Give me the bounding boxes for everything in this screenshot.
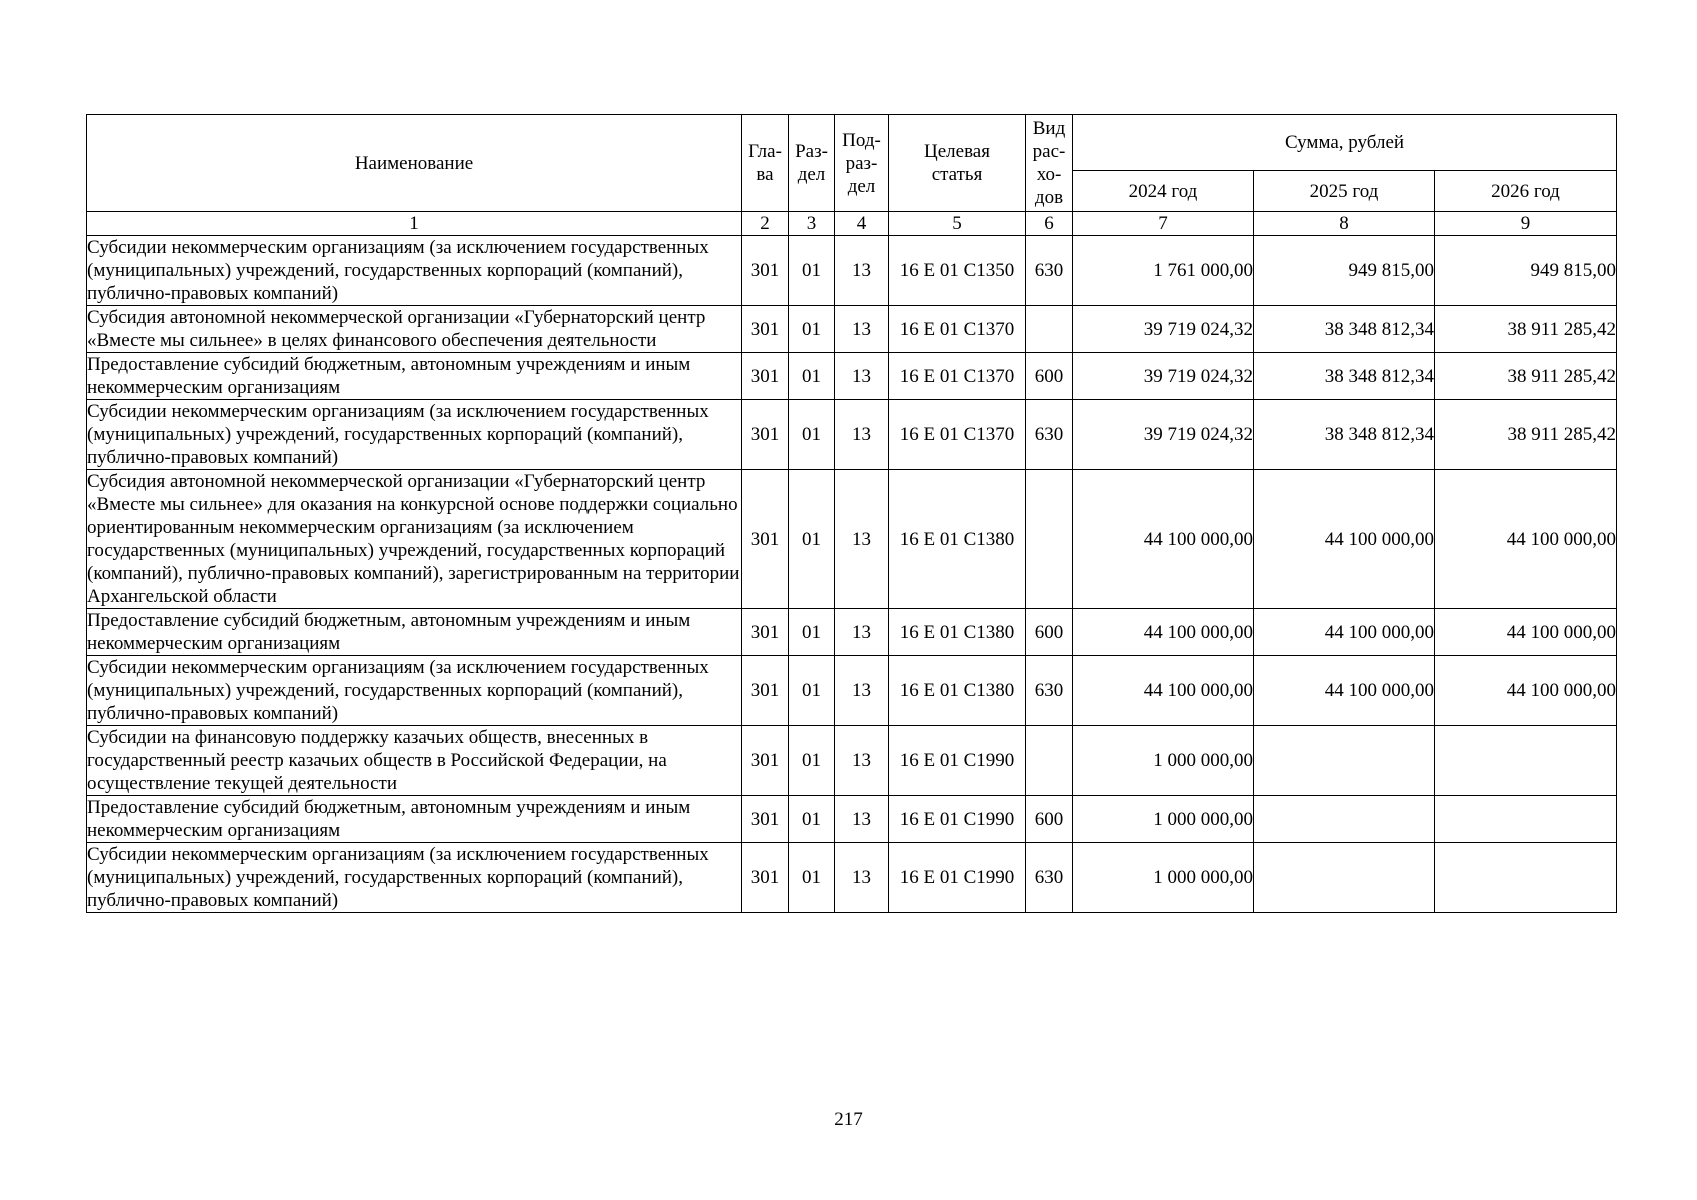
col-number: 4 — [835, 212, 889, 236]
cell-name: Субсидия автономной некоммерческой организации «Губернаторский центр «Вместе мы сильнее» в целях финансового обеспечения деятельности — [87, 306, 742, 353]
cell-name: Субсидии некоммерческим организациям (за исключением государственных (муниципальных) учреждений, государственных корпораций (компаний), публично-правовых компаний) — [87, 236, 742, 306]
cell-sum-2024: 1 000 000,00 — [1073, 843, 1254, 913]
cell-vid: 600 — [1026, 609, 1073, 656]
header-2025: 2025 год — [1254, 171, 1435, 212]
cell-podrazdel: 13 — [835, 353, 889, 400]
cell-razdel: 01 — [789, 236, 835, 306]
cell-vid: 600 — [1026, 353, 1073, 400]
cell-razdel: 01 — [789, 843, 835, 913]
cell-target: 16 Е 01 С1990 — [889, 796, 1026, 843]
cell-sum-2024: 44 100 000,00 — [1073, 470, 1254, 609]
table-row — [87, 609, 1617, 656]
header-2026: 2026 год — [1435, 171, 1617, 212]
cell-sum-2024: 39 719 024,32 — [1073, 306, 1254, 353]
table-row — [87, 726, 1617, 796]
cell-sum-2024: 39 719 024,32 — [1073, 353, 1254, 400]
cell-name: Субсидия автономной некоммерческой организации «Губернаторский центр «Вместе мы сильнее» для оказания на конкурсной основе поддержки социально ориентированным некоммерческим организациям (за исключением государственных (муниципальных) учреждений, государственных корпораций (компаний), публично-правовых компаний), зарегистрированным на территории Архангельской области — [87, 470, 742, 609]
table-row — [87, 470, 1617, 609]
cell-sum-2026 — [1435, 796, 1617, 843]
cell-glava: 301 — [742, 236, 789, 306]
cell-sum-2026: 44 100 000,00 — [1435, 470, 1617, 609]
cell-name: Предоставление субсидий бюджетным, автономным учреждениям и иным некоммерческим организациям — [87, 609, 742, 656]
cell-podrazdel: 13 — [835, 306, 889, 353]
cell-razdel: 01 — [789, 609, 835, 656]
cell-podrazdel: 13 — [835, 656, 889, 726]
cell-vid: 630 — [1026, 236, 1073, 306]
cell-vid — [1026, 470, 1073, 609]
cell-sum-2024: 44 100 000,00 — [1073, 656, 1254, 726]
cell-name: Предоставление субсидий бюджетным, автономным учреждениям и иным некоммерческим организациям — [87, 353, 742, 400]
cell-target: 16 Е 01 С1350 — [889, 236, 1026, 306]
cell-vid: 600 — [1026, 796, 1073, 843]
header-glava-text: Гла- ва — [748, 141, 782, 185]
cell-podrazdel: 13 — [835, 609, 889, 656]
table-row — [87, 236, 1617, 306]
cell-sum-2025 — [1254, 796, 1435, 843]
cell-podrazdel: 13 — [835, 470, 889, 609]
cell-vid — [1026, 726, 1073, 796]
cell-target: 16 Е 01 С1380 — [889, 656, 1026, 726]
cell-glava: 301 — [742, 353, 789, 400]
cell-razdel: 01 — [789, 726, 835, 796]
cell-podrazdel: 13 — [835, 796, 889, 843]
cell-razdel: 01 — [789, 306, 835, 353]
cell-glava: 301 — [742, 726, 789, 796]
cell-sum-2024: 39 719 024,32 — [1073, 400, 1254, 470]
cell-razdel: 01 — [789, 656, 835, 726]
cell-target: 16 Е 01 С1370 — [889, 353, 1026, 400]
header-sum: Сумма, рублей — [1073, 115, 1617, 171]
cell-podrazdel: 13 — [835, 400, 889, 470]
cell-glava: 301 — [742, 306, 789, 353]
cell-razdel: 01 — [789, 353, 835, 400]
cell-target: 16 Е 01 С1370 — [889, 400, 1026, 470]
col-number: 5 — [889, 212, 1026, 236]
page-number: 217 — [834, 1109, 863, 1130]
cell-podrazdel: 13 — [835, 236, 889, 306]
cell-razdel: 01 — [789, 400, 835, 470]
cell-glava: 301 — [742, 609, 789, 656]
column-numbers-row — [87, 212, 1617, 236]
cell-glava: 301 — [742, 843, 789, 913]
cell-glava: 301 — [742, 470, 789, 609]
table-row — [87, 843, 1617, 913]
col-number: 2 — [742, 212, 789, 236]
header-podrazdel — [835, 115, 889, 212]
col-number: 8 — [1254, 212, 1435, 236]
cell-target: 16 Е 01 С1370 — [889, 306, 1026, 353]
cell-vid: 630 — [1026, 400, 1073, 470]
header-razdel-text: Раз- дел — [795, 141, 828, 185]
cell-sum-2025: 44 100 000,00 — [1254, 656, 1435, 726]
cell-razdel: 01 — [789, 796, 835, 843]
cell-glava: 301 — [742, 400, 789, 470]
cell-name: Субсидии некоммерческим организациям (за исключением государственных (муниципальных) учреждений, государственных корпораций (компаний), публично-правовых компаний) — [87, 656, 742, 726]
cell-sum-2025: 38 348 812,34 — [1254, 353, 1435, 400]
cell-vid: 630 — [1026, 656, 1073, 726]
cell-name: Субсидии на финансовую поддержку казачьих обществ, внесенных в государственный реестр казачьих обществ в Российской Федерации, на осуществление текущей деятельности — [87, 726, 742, 796]
cell-name: Субсидии некоммерческим организациям (за исключением государственных (муниципальных) учреждений, государственных корпораций (компаний), публично-правовых компаний) — [87, 400, 742, 470]
header-razdel — [789, 115, 835, 212]
header-vid-text: Вид рас- хо- дов — [1032, 118, 1066, 208]
cell-name: Субсидии некоммерческим организациям (за исключением государственных (муниципальных) учреждений, государственных корпораций (компаний), публично-правовых компаний) — [87, 843, 742, 913]
cell-name: Предоставление субсидий бюджетным, автономным учреждениям и иным некоммерческим организациям — [87, 796, 742, 843]
cell-sum-2025 — [1254, 843, 1435, 913]
header-vid — [1026, 115, 1073, 212]
col-number: 3 — [789, 212, 835, 236]
cell-glava: 301 — [742, 656, 789, 726]
cell-glava: 301 — [742, 796, 789, 843]
cell-sum-2026: 38 911 285,42 — [1435, 353, 1617, 400]
cell-sum-2026: 44 100 000,00 — [1435, 656, 1617, 726]
cell-sum-2026 — [1435, 726, 1617, 796]
cell-sum-2026: 38 911 285,42 — [1435, 306, 1617, 353]
header-target-text: Целевая статья — [924, 141, 990, 185]
cell-target: 16 Е 01 С1990 — [889, 726, 1026, 796]
cell-sum-2025: 44 100 000,00 — [1254, 609, 1435, 656]
header-name: Наименование — [87, 115, 742, 212]
cell-target: 16 Е 01 С1380 — [889, 470, 1026, 609]
cell-sum-2024: 44 100 000,00 — [1073, 609, 1254, 656]
cell-sum-2025: 949 815,00 — [1254, 236, 1435, 306]
cell-sum-2025: 38 348 812,34 — [1254, 306, 1435, 353]
cell-podrazdel: 13 — [835, 726, 889, 796]
table-row — [87, 306, 1617, 353]
cell-sum-2026: 38 911 285,42 — [1435, 400, 1617, 470]
cell-sum-2026: 44 100 000,00 — [1435, 609, 1617, 656]
cell-razdel: 01 — [789, 470, 835, 609]
cell-sum-2025 — [1254, 726, 1435, 796]
header-glava — [742, 115, 789, 212]
cell-vid: 630 — [1026, 843, 1073, 913]
table-row — [87, 353, 1617, 400]
col-number: 9 — [1435, 212, 1617, 236]
cell-sum-2025: 44 100 000,00 — [1254, 470, 1435, 609]
header-2024: 2024 год — [1073, 171, 1254, 212]
cell-sum-2026: 949 815,00 — [1435, 236, 1617, 306]
cell-sum-2026 — [1435, 843, 1617, 913]
table-row — [87, 400, 1617, 470]
cell-sum-2025: 38 348 812,34 — [1254, 400, 1435, 470]
cell-sum-2024: 1 000 000,00 — [1073, 726, 1254, 796]
header-podrazdel-text: Под- раз- дел — [842, 129, 881, 197]
cell-sum-2024: 1 761 000,00 — [1073, 236, 1254, 306]
cell-vid — [1026, 306, 1073, 353]
col-number: 7 — [1073, 212, 1254, 236]
cell-target: 16 Е 01 С1990 — [889, 843, 1026, 913]
header-target — [889, 115, 1026, 212]
budget-table — [86, 114, 1617, 913]
table-row — [87, 796, 1617, 843]
cell-target: 16 Е 01 С1380 — [889, 609, 1026, 656]
col-number: 6 — [1026, 212, 1073, 236]
table-row — [87, 656, 1617, 726]
cell-sum-2024: 1 000 000,00 — [1073, 796, 1254, 843]
cell-podrazdel: 13 — [835, 843, 889, 913]
col-number: 1 — [87, 212, 742, 236]
